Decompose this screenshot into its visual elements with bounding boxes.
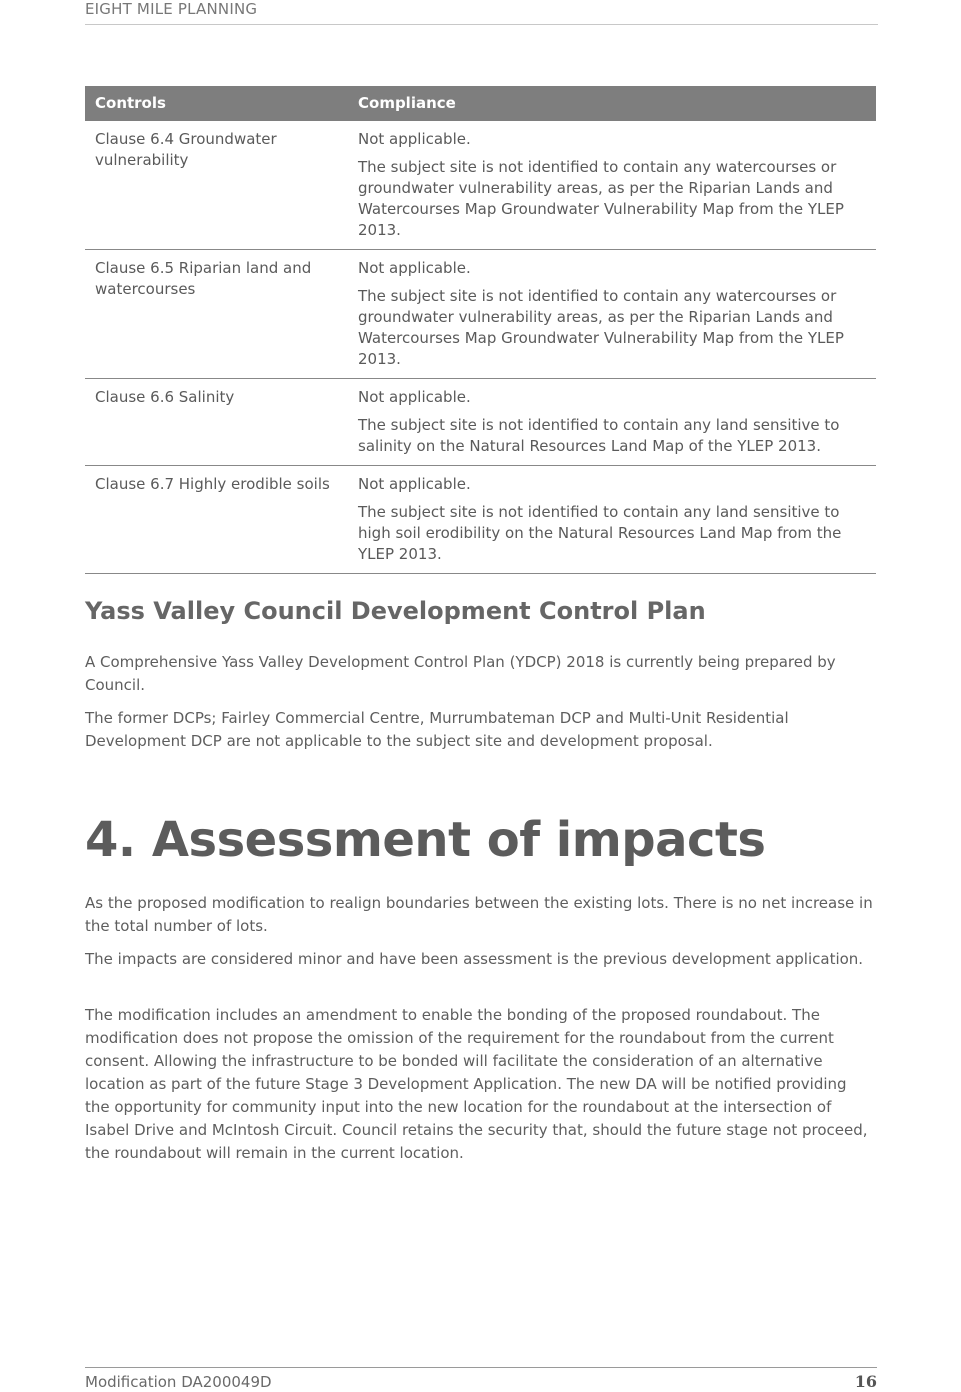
controls-compliance-table [85, 86, 876, 574]
impacts-paragraph: The impacts are considered minor and have been assessment is the previous development application. [85, 950, 864, 968]
compliance-status: Not applicable. [358, 475, 471, 493]
compliance-detail: The subject site is not identified to contain any watercourses or groundwater vulnerability areas, as per the Riparian Lands and Watercourses Map Groundwater Vulnerability Map from the YLEP 2013. [358, 287, 844, 368]
compliance-detail: The subject site is not identified to contain any land sensitive to salinity on the Natural Resources Land Map of the YLEP 2013. [358, 416, 840, 455]
impacts-paragraph: As the proposed modification to realign boundaries between the existing lots. There is no net increase in the total number of lots. [85, 894, 873, 935]
table-header-row [85, 86, 876, 121]
compliance-detail: The subject site is not identified to contain any land sensitive to high soil erodibility on the Natural Resources Land Map from the YLEP 2013. [358, 503, 842, 563]
compliance-status: Not applicable. [358, 388, 471, 406]
dcp-paragraph: The former DCPs; Fairley Commercial Centre, Murrumbateman DCP and Multi-Unit Residential Development DCP are not applicable to the subject site and development proposal. [85, 709, 789, 750]
compliance-cell [348, 379, 876, 466]
table-row [85, 379, 876, 466]
footer-document-id: Modification DA200049D [85, 1373, 272, 1391]
table-row [85, 121, 876, 250]
column-header-compliance: Compliance [348, 86, 876, 121]
page-footer [85, 1367, 877, 1392]
control-cell: Clause 6.4 Groundwater vulnerability [85, 121, 348, 250]
compliance-cell [348, 121, 876, 250]
header-title: EIGHT MILE PLANNING [85, 0, 258, 18]
impacts-paragraph: The modification includes an amendment to enable the bonding of the proposed roundabout. The modification does not propose the omission of the requirement for the roundabout from the current consent. Allowing the infrastructure to be bonded will facilitate the consideration of an alternative location as part of the future Stage 3 Development Application. The new DA will be notified providing the opportunity for community input into the new location for the roundabout at the intersection of Isabel Drive and McIntosh Circuit. Council retains the security that, should the future stage not proceed, the roundabout will remain in the current location. [85, 1006, 868, 1162]
compliance-cell [348, 250, 876, 379]
compliance-cell [348, 466, 876, 574]
table-row [85, 466, 876, 574]
page-number: 16 [854, 1372, 877, 1391]
control-cell: Clause 6.7 Highly erodible soils [85, 466, 348, 574]
control-cell: Clause 6.6 Salinity [85, 379, 348, 466]
compliance-status: Not applicable. [358, 130, 471, 148]
page-header [85, 0, 878, 25]
dcp-paragraph: A Comprehensive Yass Valley Development Control Plan (YDCP) 2018 is currently being prepared by Council. [85, 653, 836, 694]
dcp-section-heading: Yass Valley Council Development Control Plan [85, 597, 706, 625]
column-header-controls: Controls [85, 86, 348, 121]
table-row [85, 250, 876, 379]
control-cell: Clause 6.5 Riparian land and watercourses [85, 250, 348, 379]
chapter-heading: 4. Assessment of impacts [85, 812, 766, 868]
compliance-status: Not applicable. [358, 259, 471, 277]
compliance-detail: The subject site is not identified to contain any watercourses or groundwater vulnerability areas, as per the Riparian Lands and Watercourses Map Groundwater Vulnerability Map from the YLEP 2013. [358, 158, 844, 239]
